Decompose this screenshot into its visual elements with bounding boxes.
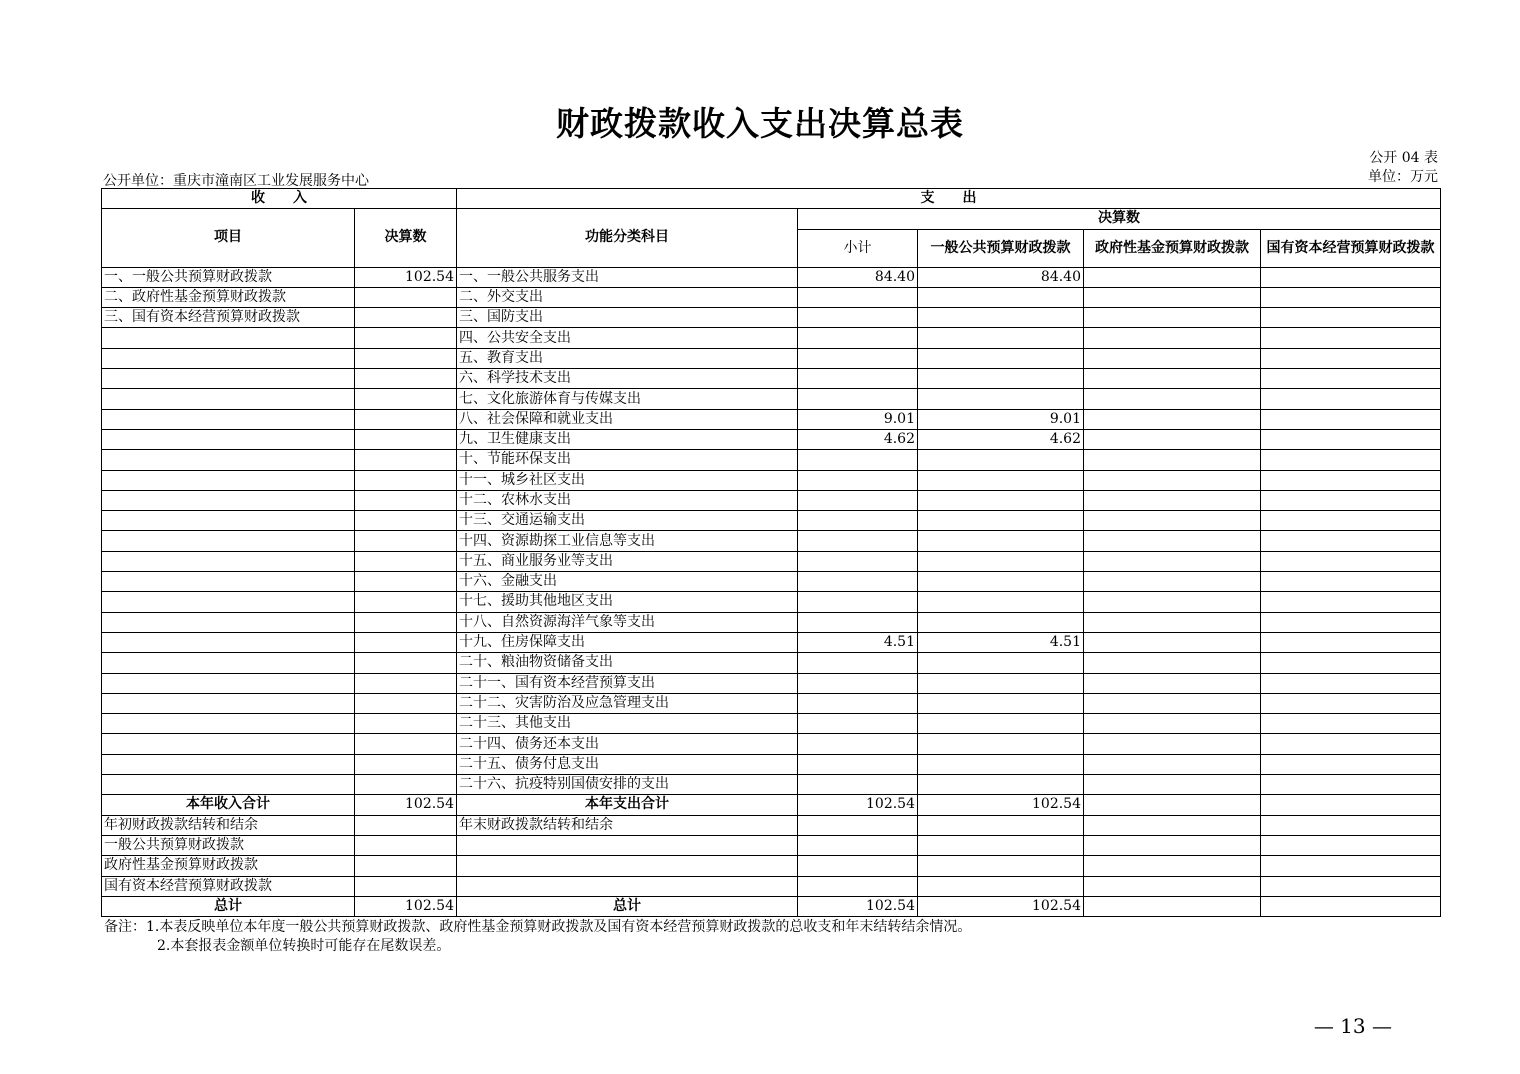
table-row — [102, 612, 1441, 632]
carry-income-amount — [355, 815, 457, 835]
carry-expense-label — [457, 876, 798, 896]
category-cell: 十、节能环保支出 — [457, 450, 798, 470]
income-amount-cell: 102.54 — [355, 267, 457, 287]
category-cell: 二十三、其他支出 — [457, 714, 798, 734]
general-budget-cell: 4.62 — [918, 429, 1084, 449]
state-capital-cell — [1261, 308, 1441, 328]
subtotal-cell — [798, 348, 918, 368]
category-cell: 六、科学技术支出 — [457, 369, 798, 389]
state-capital-cell — [1261, 450, 1441, 470]
category-cell: 十六、金融支出 — [457, 572, 798, 592]
general-budget-cell — [918, 531, 1084, 551]
income-item-cell — [102, 551, 355, 571]
state-capital-cell — [1261, 592, 1441, 612]
item-header: 项目 — [102, 209, 355, 267]
gov-fund-cell — [1084, 592, 1261, 612]
notes — [104, 918, 971, 956]
table-row — [102, 429, 1441, 449]
income-amount-cell — [355, 531, 457, 551]
income-item-cell — [102, 470, 355, 490]
income-total-label: 本年收入合计 — [102, 795, 355, 815]
subtotal-cell — [798, 734, 918, 754]
gov-fund-cell — [1084, 328, 1261, 348]
subtotal-cell — [798, 572, 918, 592]
income-item-cell — [102, 348, 355, 368]
general-budget-cell: 84.40 — [918, 267, 1084, 287]
carry-income-label: 国有资本经营预算财政拨款 — [102, 876, 355, 896]
carry-expense-label — [457, 856, 798, 876]
income-amount-cell — [355, 693, 457, 713]
page-number: — 13 — — [1313, 1014, 1392, 1038]
category-cell: 二十六、抗疫特别国债安排的支出 — [457, 775, 798, 795]
carry-general-budget — [918, 835, 1084, 855]
income-amount-cell — [355, 551, 457, 571]
state-capital-cell — [1261, 653, 1441, 673]
income-item-cell — [102, 490, 355, 510]
general-budget-cell — [918, 348, 1084, 368]
subtotal-cell — [798, 714, 918, 734]
state-capital-total-cell — [1261, 896, 1441, 916]
state-capital-total-cell — [1261, 795, 1441, 815]
category-cell: 二、外交支出 — [457, 287, 798, 307]
carryover-subrow — [102, 835, 1441, 855]
subtotal-cell — [798, 450, 918, 470]
carry-state-capital — [1261, 835, 1441, 855]
state-capital-cell — [1261, 429, 1441, 449]
carry-general-budget — [918, 876, 1084, 896]
page-title: 财政拨款收入支出决算总表 — [556, 104, 964, 143]
subtotal-cell — [798, 369, 918, 389]
income-amount-cell — [355, 470, 457, 490]
gov-fund-cell — [1084, 551, 1261, 571]
expense-total-label: 本年支出合计 — [457, 795, 798, 815]
functional-category-header: 功能分类科目 — [457, 209, 798, 267]
carry-income-amount — [355, 876, 457, 896]
gov-fund-cell — [1084, 490, 1261, 510]
table-row — [102, 389, 1441, 409]
table-row — [102, 531, 1441, 551]
category-cell: 二十、粮油物资储备支出 — [457, 653, 798, 673]
income-total-label: 总计 — [102, 896, 355, 916]
carry-subtotal — [798, 835, 918, 855]
carry-income-amount — [355, 835, 457, 855]
subtotal-total-cell: 102.54 — [798, 896, 918, 916]
income-item-cell — [102, 632, 355, 652]
income-amount-cell — [355, 369, 457, 389]
category-cell: 九、卫生健康支出 — [457, 429, 798, 449]
income-item-cell — [102, 511, 355, 531]
carry-state-capital — [1261, 815, 1441, 835]
subtotal-header: 小计 — [798, 229, 918, 267]
income-amount-cell — [355, 612, 457, 632]
expense-total-label: 总计 — [457, 896, 798, 916]
category-cell: 二十一、国有资本经营预算支出 — [457, 673, 798, 693]
table-row — [102, 673, 1441, 693]
category-cell: 十二、农林水支出 — [457, 490, 798, 510]
state-capital-cell — [1261, 572, 1441, 592]
currency-unit: 单位：万元 — [1368, 169, 1438, 185]
income-amount-cell — [355, 511, 457, 531]
category-cell: 二十五、债务付息支出 — [457, 754, 798, 774]
carry-general-budget — [918, 856, 1084, 876]
general-budget-total-cell: 102.54 — [918, 896, 1084, 916]
general-budget-cell — [918, 754, 1084, 774]
subtotal-cell — [798, 612, 918, 632]
general-budget-cell — [918, 389, 1084, 409]
subtotal-cell: 84.40 — [798, 267, 918, 287]
gov-fund-cell — [1084, 470, 1261, 490]
carry-general-budget — [918, 815, 1084, 835]
gov-fund-cell — [1084, 612, 1261, 632]
income-item-cell — [102, 754, 355, 774]
income-total-amount: 102.54 — [355, 896, 457, 916]
gov-fund-cell — [1084, 308, 1261, 328]
income-amount-cell — [355, 450, 457, 470]
gov-fund-cell — [1084, 389, 1261, 409]
general-budget-cell: 4.51 — [918, 632, 1084, 652]
carry-gov-fund — [1084, 815, 1261, 835]
state-capital-cell — [1261, 389, 1441, 409]
state-capital-cell — [1261, 734, 1441, 754]
income-item-cell — [102, 328, 355, 348]
state-capital-cell — [1261, 511, 1441, 531]
table-row — [102, 308, 1441, 328]
state-capital-cell — [1261, 470, 1441, 490]
state-capital-cell — [1261, 754, 1441, 774]
state-capital-cell — [1261, 632, 1441, 652]
gov-fund-cell — [1084, 653, 1261, 673]
state-capital-cell — [1261, 490, 1441, 510]
income-amount-cell — [355, 775, 457, 795]
general-budget-cell — [918, 673, 1084, 693]
subtotal-cell — [798, 673, 918, 693]
carry-gov-fund — [1084, 835, 1261, 855]
table-row — [102, 653, 1441, 673]
state-capital-cell — [1261, 531, 1441, 551]
table-row — [102, 328, 1441, 348]
gov-fund-total-cell — [1084, 896, 1261, 916]
table-row — [102, 632, 1441, 652]
state-capital-cell — [1261, 328, 1441, 348]
table-row — [102, 470, 1441, 490]
subtotal-cell: 4.51 — [798, 632, 918, 652]
income-item-cell — [102, 531, 355, 551]
gov-fund-cell — [1084, 693, 1261, 713]
category-cell: 十三、交通运输支出 — [457, 511, 798, 531]
gov-fund-cell — [1084, 369, 1261, 389]
subtotal-cell: 9.01 — [798, 409, 918, 429]
category-cell: 十一、城乡社区支出 — [457, 470, 798, 490]
subtotal-total-cell: 102.54 — [798, 795, 918, 815]
subtotal-cell — [798, 531, 918, 551]
state-capital-cell — [1261, 693, 1441, 713]
gov-fund-cell — [1084, 632, 1261, 652]
table-row — [102, 369, 1441, 389]
income-amount-cell — [355, 734, 457, 754]
general-budget-cell — [918, 490, 1084, 510]
form-number: 公开 04 表 — [1369, 150, 1438, 166]
state-capital-cell — [1261, 612, 1441, 632]
carry-gov-fund — [1084, 856, 1261, 876]
category-cell: 四、公共安全支出 — [457, 328, 798, 348]
grand-total-row — [102, 896, 1441, 916]
income-item-cell: 二、政府性基金预算财政拨款 — [102, 287, 355, 307]
general-budget-header: 一般公共预算财政拨款 — [918, 229, 1084, 267]
category-cell: 一、一般公共服务支出 — [457, 267, 798, 287]
category-cell: 十四、资源勘探工业信息等支出 — [457, 531, 798, 551]
general-budget-cell — [918, 369, 1084, 389]
reporting-unit: 公开单位：重庆市潼南区工业发展服务中心 — [103, 173, 369, 189]
subtotal-cell — [798, 511, 918, 531]
table-row — [102, 490, 1441, 510]
general-budget-cell — [918, 470, 1084, 490]
state-capital-header: 国有资本经营预算财政拨款 — [1261, 229, 1441, 267]
gov-fund-cell — [1084, 775, 1261, 795]
header-row-section — [102, 189, 1441, 209]
income-amount-cell — [355, 653, 457, 673]
category-cell: 二十二、灾害防治及应急管理支出 — [457, 693, 798, 713]
income-amount-cell — [355, 592, 457, 612]
income-item-cell — [102, 775, 355, 795]
gov-fund-cell — [1084, 754, 1261, 774]
year-total-row — [102, 795, 1441, 815]
state-capital-cell — [1261, 348, 1441, 368]
subtotal-cell — [798, 328, 918, 348]
general-budget-cell — [918, 714, 1084, 734]
income-amount-cell — [355, 287, 457, 307]
table-row — [102, 693, 1441, 713]
income-item-cell — [102, 612, 355, 632]
expenditure-header: 支 出 — [457, 189, 1441, 209]
category-cell: 十八、自然资源海洋气象等支出 — [457, 612, 798, 632]
general-budget-cell — [918, 308, 1084, 328]
subtotal-cell — [798, 775, 918, 795]
table-row — [102, 714, 1441, 734]
note-line-1: 备注：1.本表反映单位本年度一般公共预算财政拨款、政府性基金预算财政拨款及国有资本经营预算财政拨款的总收支和年末结转结余情况。 — [104, 919, 972, 935]
subtotal-cell — [798, 754, 918, 774]
carry-income-label: 政府性基金预算财政拨款 — [102, 856, 355, 876]
carry-gov-fund — [1084, 876, 1261, 896]
income-amount-cell — [355, 572, 457, 592]
final-amount-header: 决算数 — [355, 209, 457, 267]
general-budget-cell: 9.01 — [918, 409, 1084, 429]
income-amount-cell — [355, 490, 457, 510]
income-item-cell — [102, 653, 355, 673]
category-cell: 二十四、债务还本支出 — [457, 734, 798, 754]
gov-fund-header: 政府性基金预算财政拨款 — [1084, 229, 1261, 267]
carry-expense-label — [457, 835, 798, 855]
general-budget-cell — [918, 572, 1084, 592]
carry-subtotal — [798, 815, 918, 835]
subtotal-cell — [798, 693, 918, 713]
carryover-subrow — [102, 876, 1441, 896]
category-cell: 八、社会保障和就业支出 — [457, 409, 798, 429]
gov-fund-cell — [1084, 429, 1261, 449]
state-capital-cell — [1261, 369, 1441, 389]
gov-fund-cell — [1084, 673, 1261, 693]
income-amount-cell — [355, 673, 457, 693]
carryover-subrow — [102, 856, 1441, 876]
table-row — [102, 348, 1441, 368]
gov-fund-cell — [1084, 267, 1261, 287]
table-row — [102, 572, 1441, 592]
category-cell: 十九、住房保障支出 — [457, 632, 798, 652]
table-row — [102, 409, 1441, 429]
subtotal-cell — [798, 653, 918, 673]
table-row — [102, 267, 1441, 287]
income-total-amount: 102.54 — [355, 795, 457, 815]
subtotal-cell — [798, 308, 918, 328]
income-item-cell — [102, 592, 355, 612]
gov-fund-cell — [1084, 409, 1261, 429]
income-amount-cell — [355, 714, 457, 734]
subtotal-cell — [798, 592, 918, 612]
category-cell: 十七、援助其他地区支出 — [457, 592, 798, 612]
general-budget-cell — [918, 511, 1084, 531]
income-amount-cell — [355, 632, 457, 652]
carry-income-label: 年初财政拨款结转和结余 — [102, 815, 355, 835]
income-amount-cell — [355, 328, 457, 348]
header-row-group — [102, 209, 1441, 229]
gov-fund-cell — [1084, 287, 1261, 307]
income-item-cell — [102, 714, 355, 734]
category-cell: 十五、商业服务业等支出 — [457, 551, 798, 571]
state-capital-cell — [1261, 409, 1441, 429]
gov-fund-total-cell — [1084, 795, 1261, 815]
category-cell: 五、教育支出 — [457, 348, 798, 368]
table-row — [102, 754, 1441, 774]
general-budget-cell — [918, 450, 1084, 470]
fiscal-summary-table — [101, 188, 1441, 917]
state-capital-cell — [1261, 775, 1441, 795]
income-header: 收 入 — [102, 189, 457, 209]
table-row — [102, 734, 1441, 754]
general-budget-cell — [918, 287, 1084, 307]
income-amount-cell — [355, 429, 457, 449]
income-item-cell — [102, 369, 355, 389]
state-capital-cell — [1261, 551, 1441, 571]
general-budget-cell — [918, 734, 1084, 754]
carry-subtotal — [798, 876, 918, 896]
income-amount-cell — [355, 308, 457, 328]
general-budget-cell — [918, 328, 1084, 348]
carry-state-capital — [1261, 856, 1441, 876]
table-row — [102, 551, 1441, 571]
income-amount-cell — [355, 348, 457, 368]
subtotal-cell — [798, 551, 918, 571]
table-row — [102, 592, 1441, 612]
income-amount-cell — [355, 754, 457, 774]
gov-fund-cell — [1084, 511, 1261, 531]
table-row — [102, 775, 1441, 795]
gov-fund-cell — [1084, 572, 1261, 592]
general-budget-cell — [918, 653, 1084, 673]
final-amount-group-header: 决算数 — [798, 209, 1441, 229]
carry-income-label: 一般公共预算财政拨款 — [102, 835, 355, 855]
table-row — [102, 287, 1441, 307]
general-budget-cell — [918, 592, 1084, 612]
subtotal-cell — [798, 389, 918, 409]
income-item-cell — [102, 409, 355, 429]
state-capital-cell — [1261, 714, 1441, 734]
general-budget-cell — [918, 551, 1084, 571]
state-capital-cell — [1261, 287, 1441, 307]
gov-fund-cell — [1084, 450, 1261, 470]
carry-state-capital — [1261, 876, 1441, 896]
subtotal-cell — [798, 287, 918, 307]
subtotal-cell — [798, 490, 918, 510]
category-cell: 七、文化旅游体育与传媒支出 — [457, 389, 798, 409]
income-item-cell: 一、一般公共预算财政拨款 — [102, 267, 355, 287]
carry-subtotal — [798, 856, 918, 876]
carry-expense-label: 年末财政拨款结转和结余 — [457, 815, 798, 835]
income-item-cell — [102, 389, 355, 409]
income-item-cell — [102, 673, 355, 693]
gov-fund-cell — [1084, 734, 1261, 754]
income-item-cell — [102, 734, 355, 754]
income-item-cell — [102, 429, 355, 449]
subtotal-cell: 4.62 — [798, 429, 918, 449]
gov-fund-cell — [1084, 714, 1261, 734]
state-capital-cell — [1261, 267, 1441, 287]
gov-fund-cell — [1084, 531, 1261, 551]
gov-fund-cell — [1084, 348, 1261, 368]
income-amount-cell — [355, 389, 457, 409]
category-cell: 三、国防支出 — [457, 308, 798, 328]
general-budget-cell — [918, 693, 1084, 713]
table-row — [102, 511, 1441, 531]
general-budget-total-cell: 102.54 — [918, 795, 1084, 815]
carry-income-amount — [355, 856, 457, 876]
income-item-cell — [102, 572, 355, 592]
state-capital-cell — [1261, 673, 1441, 693]
income-item-cell: 三、国有资本经营预算财政拨款 — [102, 308, 355, 328]
carryover-row — [102, 815, 1441, 835]
table-row — [102, 450, 1441, 470]
income-item-cell — [102, 450, 355, 470]
note-line-2: 2.本套报表金额单位转换时可能存在尾数误差。 — [157, 938, 451, 954]
general-budget-cell — [918, 612, 1084, 632]
general-budget-cell — [918, 775, 1084, 795]
income-item-cell — [102, 693, 355, 713]
subtotal-cell — [798, 470, 918, 490]
income-amount-cell — [355, 409, 457, 429]
